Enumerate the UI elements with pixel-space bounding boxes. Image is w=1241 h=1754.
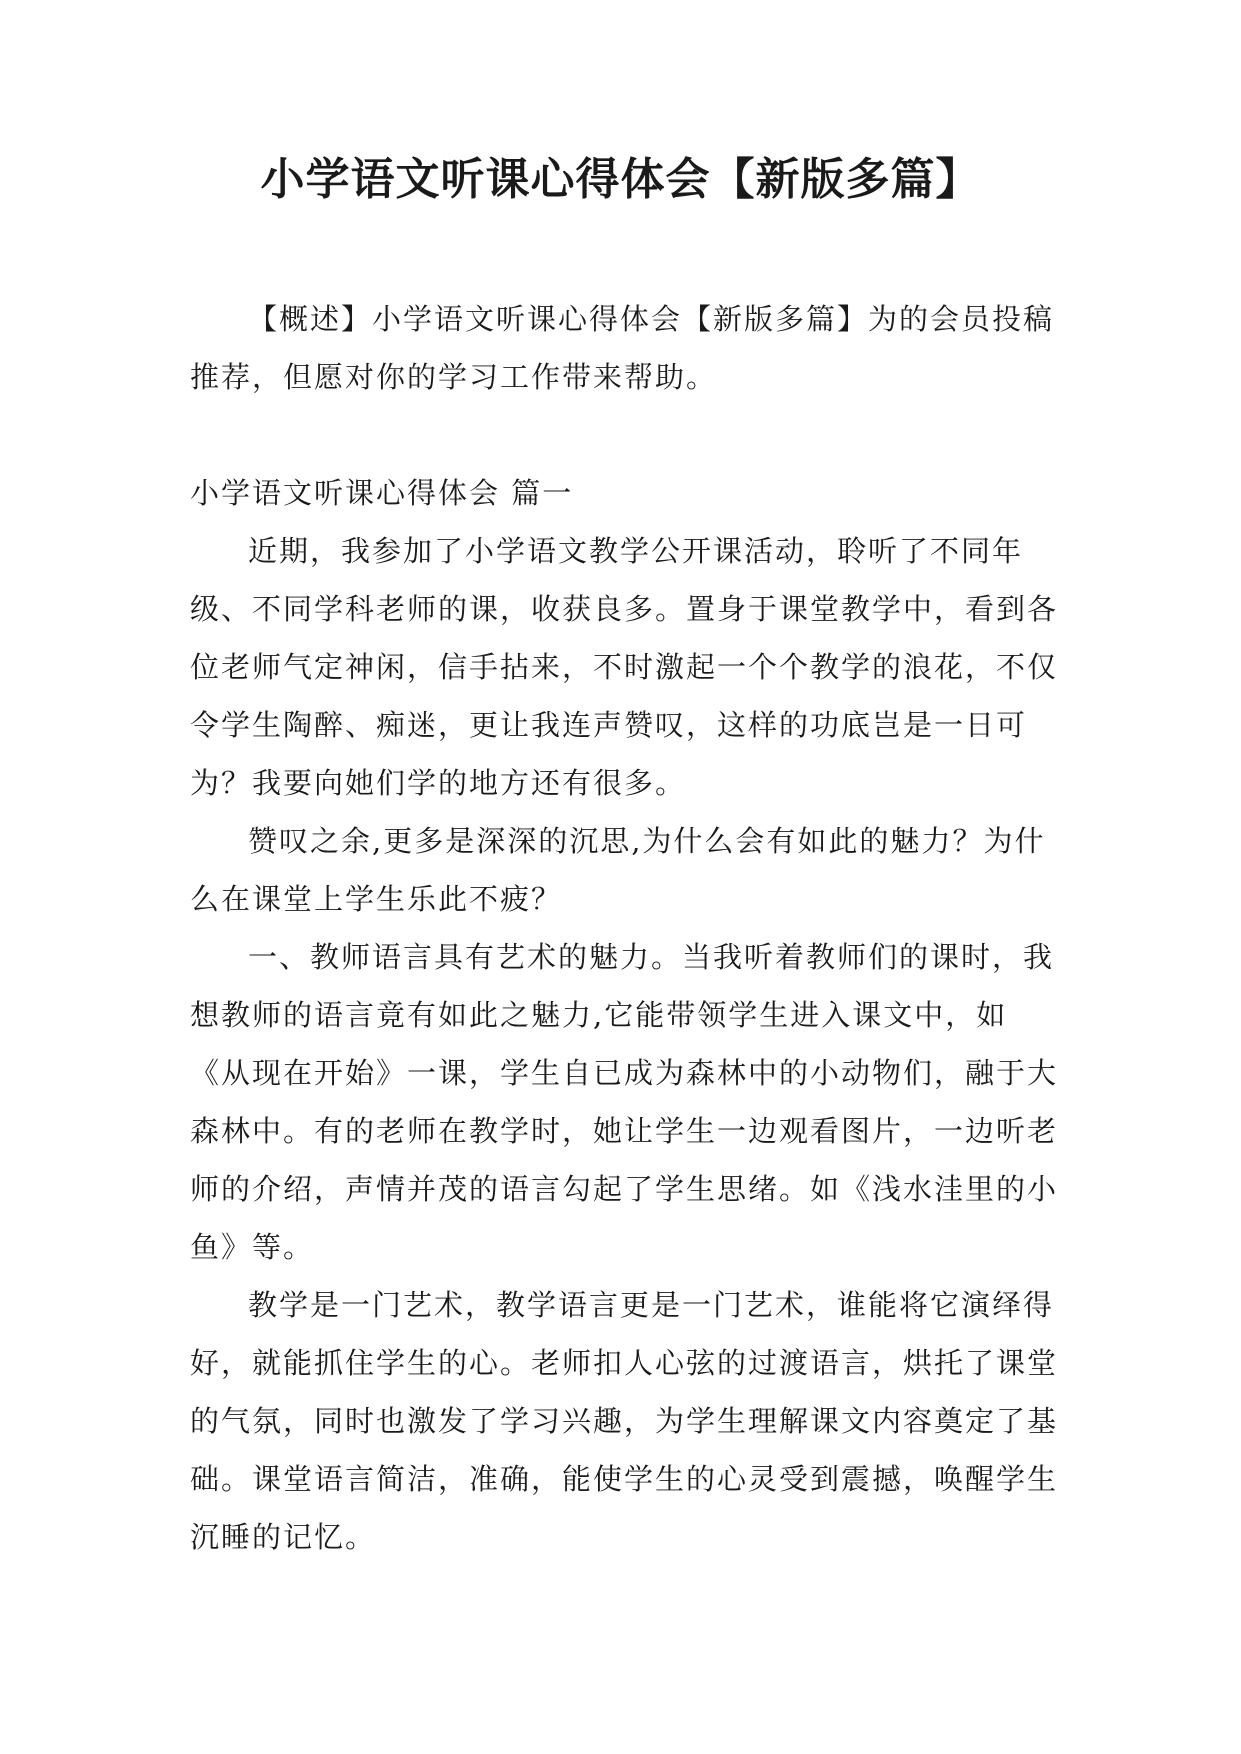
summary-paragraph: 【概述】小学语文听课心得体会【新版多篇】为的会员投稿推荐，但愿对你的学习工作带来帮助。 (190, 302, 1055, 394)
document-body (190, 290, 1060, 1566)
body-paragraph: 近期，我参加了小学语文教学公开课活动，聆听了不同年级、不同学科老师的课，收获良多。置身于课堂教学中，看到各位老师气定神闲，信手拈来，不时激起一个个教学的浪花，不仅令学生陶醉、痴迷，更让我连声赞叹，这样的功底岂是一日可为？我要向她们学的地方还有很多。 (190, 534, 1059, 800)
body-paragraph: 教学是一门艺术，教学语言更是一门艺术，谁能将它演绎得好，就能抓住学生的心。老师扣人心弦的过渡语言，烘托了课堂的气氛，同时也激发了学习兴趣，为学生理解课文内容奠定了基础。课堂语言简洁，准确，能使学生的心灵受到震撼，唤醒学生沉睡的记忆。 (190, 1288, 1059, 1554)
document-title: 小学语文听课心得体会【新版多篇】 (260, 154, 981, 205)
body-paragraph: 一、教师语言具有艺术的魅力。当我听着教师们的课时，我想教师的语言竟有如此之魅力,它能带领学生进入课文中，如《从现在开始》一课，学生自已成为森林中的小动物们，融于大森林中。有的老师在教学时，她让学生一边观看图片，一边听老师的介绍，声情并茂的语言勾起了学生思绪。如《浅水洼里的小鱼》等。 (190, 940, 1059, 1264)
body-paragraph: 赞叹之余,更多是深深的沉思,为什么会有如此的魅力？为什么在课堂上学生乐此不疲？ (190, 824, 1046, 916)
section-heading: 小学语文听课心得体会 篇一 (190, 476, 574, 510)
